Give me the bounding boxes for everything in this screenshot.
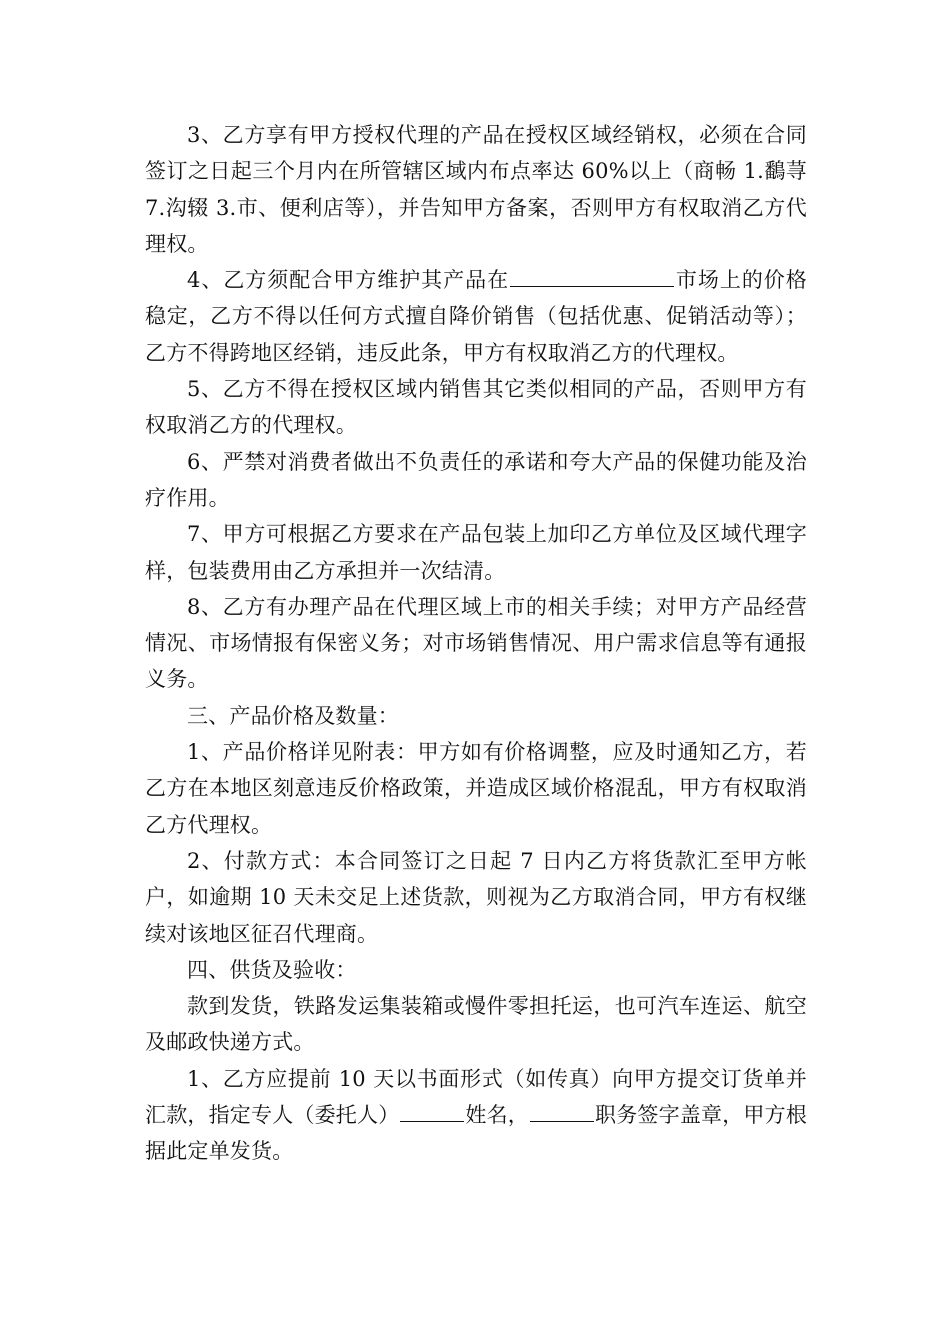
clause-7: 7、甲方可根据乙方要求在产品包装上加印乙方单位及区域代理字样，包装费用由乙方承担并一次结清。 [145,522,807,583]
section-4-clause-1-text-after: 职务签字盖章，甲方根据此定单发货。 [145,1103,808,1164]
clause-8: 8、乙方有办理产品在代理区域上市的相关手续；对甲方产品经营情况、市场情报有保密义务；对市场销售情况、用户需求信息等有通报义务。 [145,594,807,692]
position-blank-line [530,1099,594,1122]
section-heading-4: 四、供货及验收： [187,957,357,982]
section-3-clause-2: 2、付款方式：本合同签订之日起 7 日内乙方将货款汇至甲方帐户，如逾期 10 天未交足上述货款，则视为乙方取消合同，甲方有权继续对该地区征召代理商。 [145,848,807,946]
section-3-clause-1: 1、产品价格详见附表：甲方如有价格调整，应及时通知乙方，若乙方在本地区刻意违反价格政策，并造成区域价格混乱，甲方有权取消乙方代理权。 [145,740,807,837]
name-blank-line [400,1099,464,1122]
section-heading-3: 三、产品价格及数量： [187,703,399,728]
market-blank-line [510,264,674,287]
section-4-clause-1 [145,1061,807,1170]
contract-body [145,117,807,1170]
section-4-clause-1-text-before: 1、乙方应提前 10 天以书面形式（如传真）向甲方提交订货单并汇款，指定专人（委托人） [145,1066,807,1128]
section-4-intro: 款到发货，铁路发运集装箱或慢件零担托运，也可汽车连运、航空及邮政快递方式。 [145,994,807,1055]
clause-6: 6、严禁对消费者做出不负责任的承诺和夸大产品的保健功能及治疗作用。 [145,449,807,510]
clause-5: 5、乙方不得在授权区域内销售其它类似相同的产品，否则甲方有权取消乙方的代理权。 [145,377,807,438]
clause-4-text-after: 市场上的价格稳定，乙方不得以任何方式擅自降价销售（包括优惠、促销活动等）；乙方不得跨地区经销，违反此条，甲方有权取消乙方的代理权。 [145,268,807,365]
clause-4 [145,262,807,371]
clause-4-text-before: 4、乙方须配合甲方维护其产品在 [187,268,510,293]
clause-3: 3、乙方享有甲方授权代理的产品在授权区域经销权，必须在合同签订之日起三个月内在所管辖区域内布点率达 60%以上（商畅 1.鷭荨 7.沟辍 3.市、便利店等），并告知甲方备案，否则甲方有权取消乙方代理权。 [145,123,807,256]
section-4-clause-1-text-middle: 姓名， [465,1103,530,1128]
